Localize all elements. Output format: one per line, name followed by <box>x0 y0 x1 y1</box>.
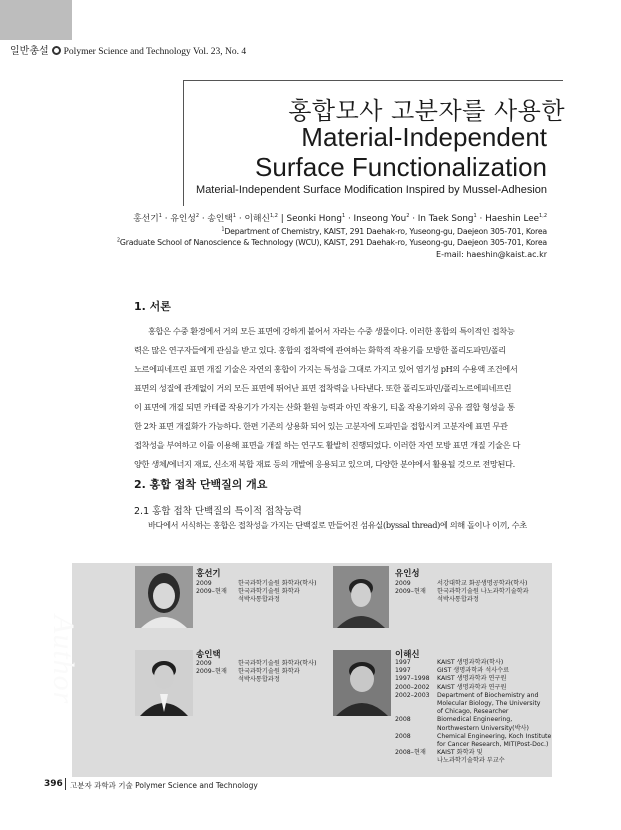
author-name: 송인택 <box>196 650 221 660</box>
section-heading-overview: 2. 홍합 접착 단백질의 개요 <box>134 478 268 491</box>
author-photo <box>135 566 193 628</box>
title-korean: 홍합모사 고분자를 사용한 <box>288 97 565 125</box>
bio-desc: KAIST 화학과 및 <box>437 749 483 757</box>
bio-row <box>395 757 551 765</box>
author-en-1: Seonki Hong <box>286 214 342 224</box>
bio-year: 1997 <box>395 667 411 675</box>
bio-year: 2009 <box>395 580 411 587</box>
bio-row <box>196 676 317 684</box>
author-en-2: Inseong You <box>353 214 407 224</box>
author-en-3-sup: 1 <box>473 213 477 220</box>
bio-year: 2008 <box>395 716 411 724</box>
bio-row <box>395 675 551 683</box>
bio-row <box>395 733 551 741</box>
bio-row <box>395 716 551 724</box>
paragraph-line: 바다에서 서식하는 홍합은 접착성을 가지는 단백질로 만들어진 섬유실(byssal thread)에 의해 돌이나 이끼, 수초 <box>148 520 527 530</box>
bio-row <box>395 659 551 667</box>
bio-year: 2009–현재 <box>196 668 227 676</box>
bio-desc: of Chicago, Researcher <box>437 708 509 716</box>
bio-row <box>395 700 551 708</box>
bio-row <box>395 741 551 749</box>
affiliation-2-sup: 2 <box>116 237 120 244</box>
running-head <box>10 42 246 57</box>
author-en-1-sup: 1 <box>341 213 346 220</box>
subtitle: Material-Independent Surface Modification Inspired by Mussel-Adhesion <box>196 184 547 196</box>
bio-desc: KAIST 생명과학과 연구원 <box>437 675 507 683</box>
bio-year: 2009 <box>196 580 212 587</box>
bio-desc: 한국과학기술원 화학과 <box>238 668 300 676</box>
page-number: 396 <box>44 779 63 789</box>
bio-year: 1997–1998 <box>395 675 430 683</box>
bio-year <box>395 708 437 716</box>
author-en-4: Haeshin Lee <box>485 214 540 224</box>
bio-row <box>395 596 529 604</box>
author-en-2-sup: 2 <box>406 213 410 220</box>
journal-citation: Polymer Science and Technology Vol. 23, No. 4 <box>63 47 247 57</box>
bio-year: 2000–2002 <box>395 683 430 691</box>
paragraph-line: 이 표면에 개질 되면 카테콜 작용기가 가지는 산화 환원 능력과 아민 작용기, 티올 작용기와의 공유 결합 형성을 통 <box>134 402 515 412</box>
author-side-label: Author <box>47 615 80 705</box>
portrait-icon <box>333 566 389 628</box>
author-ko-3-sup: 1 <box>232 213 237 220</box>
bio-desc: Biomedical Engineering, <box>437 716 513 724</box>
bio-year: 2009 <box>196 660 212 667</box>
bio-year <box>395 757 437 765</box>
author-bio <box>196 580 317 605</box>
bio-year <box>395 596 437 604</box>
bio-desc: 석박사통합과정 <box>437 596 479 604</box>
portrait-icon <box>135 566 193 628</box>
bio-year: 2008–현재 <box>395 749 426 757</box>
bio-row <box>196 596 317 604</box>
bio-year: 2008 <box>395 732 411 740</box>
author-ko-1: 홍선기 <box>133 214 159 224</box>
bio-year: 2009–현재 <box>196 588 227 596</box>
bio-desc: GIST 생명과학과 석사수료 <box>437 667 510 675</box>
author-ko-3: 송인택 <box>207 214 233 224</box>
portrait-icon <box>333 650 391 716</box>
author-photo <box>333 566 389 628</box>
paragraph-line: 홍합은 수중 환경에서 거의 모든 표면에 강하게 붙어서 자라는 수중 생물이다. 이러한 홍합의 특이적인 접착능 <box>148 326 515 336</box>
affiliation-1 <box>221 227 547 236</box>
bio-row <box>395 684 551 692</box>
bio-desc: KAIST 생명과학과 연구원 <box>437 683 507 691</box>
bio-desc: 한국과학기술원 화학과(학사) <box>238 660 317 667</box>
author-name: 홍선기 <box>196 569 221 579</box>
section-heading-intro: 1. 서론 <box>134 300 171 313</box>
bio-year: 1997 <box>395 659 411 666</box>
bio-row <box>196 580 317 588</box>
author-name: 이해신 <box>395 650 420 660</box>
corner-tab <box>0 0 72 40</box>
author-photo <box>333 650 391 716</box>
bio-desc: 서강대학교 화공생명공학과(학사) <box>437 580 528 587</box>
author-ko-1-sup: 1 <box>158 213 162 220</box>
bio-desc: 한국과학기술원 화학과 <box>238 588 300 596</box>
footer-divider <box>65 778 66 790</box>
bio-desc: 나노과학기술학과 부교수 <box>437 757 505 765</box>
bio-desc: 한국과학기술원 화학과(학사) <box>238 580 317 587</box>
title-english-line1: Material-Independent <box>301 122 547 152</box>
author-ko-4-sup: 1,2 <box>270 213 278 220</box>
title-english-line2: Surface Functionalization <box>255 152 547 182</box>
author-line: 홍선기$^1$ · 유인성$^2$ · 송인택$^1$ · 이해신$^{1,2}$ | Seonki Hong$^1$ · Inseong You$^2$ · In Taek Song$^1$ · Haeshin Lee$^{1,2}$ <box>133 213 547 224</box>
email-link[interactable]: E-mail: haeshin@kaist.ac.kr <box>436 250 547 259</box>
author-en-4-sup: 1,2 <box>539 213 547 220</box>
bio-year: 2009–현재 <box>395 588 426 596</box>
subsection-heading: 2.1 홍합 접착 단백질의 특이적 접착능력 <box>134 506 302 517</box>
bio-desc: Department of Biochemistry and <box>437 691 539 699</box>
paragraph-line: 한 2차 표면 개질화가 가능하다. 한편 기존의 상용화 되어 있는 고분자에 도파민을 접합시켜 고분자에 표면 무관 <box>134 421 508 431</box>
bio-year <box>395 725 437 733</box>
bio-row <box>395 725 551 733</box>
bio-year <box>196 596 238 604</box>
bio-desc: Chemical Engineering, Koch Institute <box>437 732 552 740</box>
author-en-3: In Taek Song <box>417 214 474 224</box>
bio-desc: Molecular Biology, The University <box>437 700 541 708</box>
bio-desc: KAIST 생명과학과(학사) <box>437 659 504 666</box>
author-ko-2: 유인성 <box>170 214 196 224</box>
bio-year <box>395 700 437 708</box>
bio-row <box>395 708 551 716</box>
bio-year <box>395 741 437 749</box>
author-name: 유인성 <box>395 569 420 579</box>
affiliation-2 <box>117 238 547 247</box>
affiliation-1-text: Department of Chemistry, KAIST, 291 Daehak-ro, Yuseong-gu, Daejeon 305-701, Korea <box>224 227 547 236</box>
author-bio <box>196 660 317 685</box>
bio-year <box>196 676 238 684</box>
paragraph-line: 노르에피네프린 표면 개질 기술은 자연의 홍합이 가지는 특성을 그대로 가지고 있어 염기성 pH의 수용액 조건에서 <box>134 364 518 374</box>
affiliation-2-text: Graduate School of Nanoscience & Technology (WCU), KAIST, 291 Daehak-ro, Yuseong-gu, Daejeon 305-701, Korea <box>119 238 547 247</box>
bio-desc: Northwestern University(박사) <box>437 724 529 732</box>
bio-desc: 석박사통합과정 <box>238 676 280 684</box>
paragraph-line: 표면의 성질에 관계없이 거의 모든 표면에 뛰어난 표면 접착력을 나타낸다. 또한 폴리도파민/폴리노르에피네프린 <box>134 383 512 393</box>
bio-row <box>395 580 529 588</box>
bio-desc: 석박사통합과정 <box>238 596 280 604</box>
bullet-icon <box>52 46 61 55</box>
bio-desc: for Cancer Research, MIT(Post-Doc.) <box>437 741 549 749</box>
author-bio <box>395 659 551 766</box>
affiliation-1-sup: 1 <box>221 226 225 233</box>
series-label: 일반총설 <box>10 46 49 57</box>
bio-row <box>395 692 551 700</box>
footer-journal: 고분자 과학과 기술 Polymer Science and Technology <box>70 781 258 790</box>
paragraph-line: 양한 생체/에너지 재료, 신소재 복합 재료 등의 개발에 응용되고 있으며, 다양한 분야에서 활용될 것으로 전망된다. <box>134 459 515 469</box>
paragraph-line: 력은 많은 연구자들에게 관심을 받고 있다. 홍합의 접착력에 관여하는 화학적 작용기를 모방한 폴리도파민/폴리 <box>134 345 506 355</box>
author-bio <box>395 580 529 605</box>
author-photo <box>135 650 193 716</box>
bio-row <box>196 660 317 668</box>
paragraph-line: 접착성을 부여하고 이를 이용해 표면을 개질 하는 연구도 활발히 진행되었다. 이러한 자연 모방 표면 개질 기술은 다 <box>134 440 521 450</box>
portrait-icon <box>135 650 193 716</box>
bio-desc: 한국과학기술원 나노과학기술학과 <box>437 588 529 596</box>
author-ko-4: 이해신 <box>244 214 270 224</box>
bio-year: 2002–2003 <box>395 691 430 699</box>
author-ko-2-sup: 2 <box>195 213 200 220</box>
